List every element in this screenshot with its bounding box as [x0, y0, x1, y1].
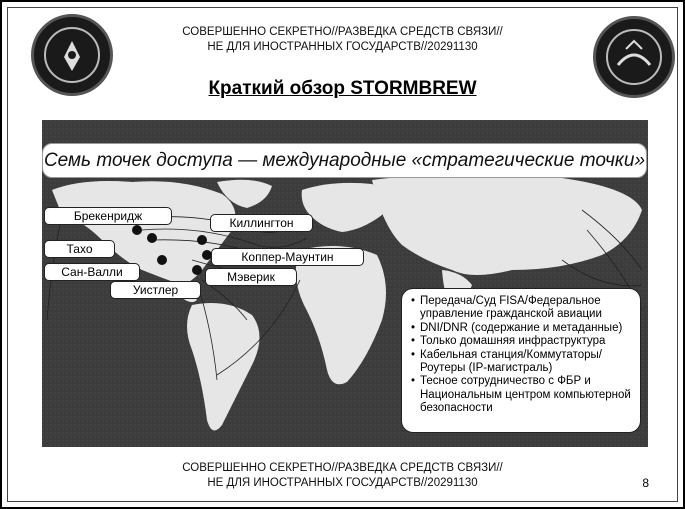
site-label-copper-mountain: Коппер-Маунтин	[211, 248, 364, 266]
info-box	[401, 288, 641, 433]
site-label-breckenridge: Брекенридж	[44, 207, 172, 225]
info-item: • Кабельная станция/Коммутаторы/ Роутеры (IP-магистраль)	[420, 349, 632, 376]
info-item: • Тесное сотрудничество с ФБР и Национальным центром компьютерной безопасности	[420, 375, 632, 415]
site-label-whistler: Уистлер	[110, 281, 201, 299]
footer-classification-1: СОВЕРШЕННО СЕКРЕТНО//РАЗВЕДКА СРЕДСТВ СВЯЗИ//	[182, 462, 503, 474]
info-item: • Только домашняя инфраструктура	[420, 335, 632, 348]
page-title: Краткий обзор STORMBREW	[208, 78, 477, 99]
footer-classification-2: НЕ ДЛЯ ИНОСТРАННЫХ ГОСУДАРСТВ//20291130	[207, 477, 478, 489]
info-item: • DNI/DNR (содержание и метаданные)	[420, 322, 632, 335]
site-label-tahoe: Тахо	[44, 240, 115, 258]
site-label-sun-valley: Сан-Валли	[44, 263, 140, 281]
info-item: • Передача/Суд FISA/Федеральное управление гражданской авиации	[420, 295, 632, 322]
header-classification-1: СОВЕРШЕННО СЕКРЕТНО//РАЗВЕДКА СРЕДСТВ СВЯЗИ//	[182, 26, 503, 38]
page-number: 8	[642, 476, 649, 490]
site-label-maverick: Мэверик	[205, 268, 297, 286]
header-classification-2: НЕ ДЛЯ ИНОСТРАННЫХ ГОСУДАРСТВ//20291130	[207, 41, 478, 53]
map-banner: Семь точек доступа — международные «стратегические точки»	[42, 143, 647, 178]
site-label-killington: Киллингтон	[210, 214, 313, 232]
